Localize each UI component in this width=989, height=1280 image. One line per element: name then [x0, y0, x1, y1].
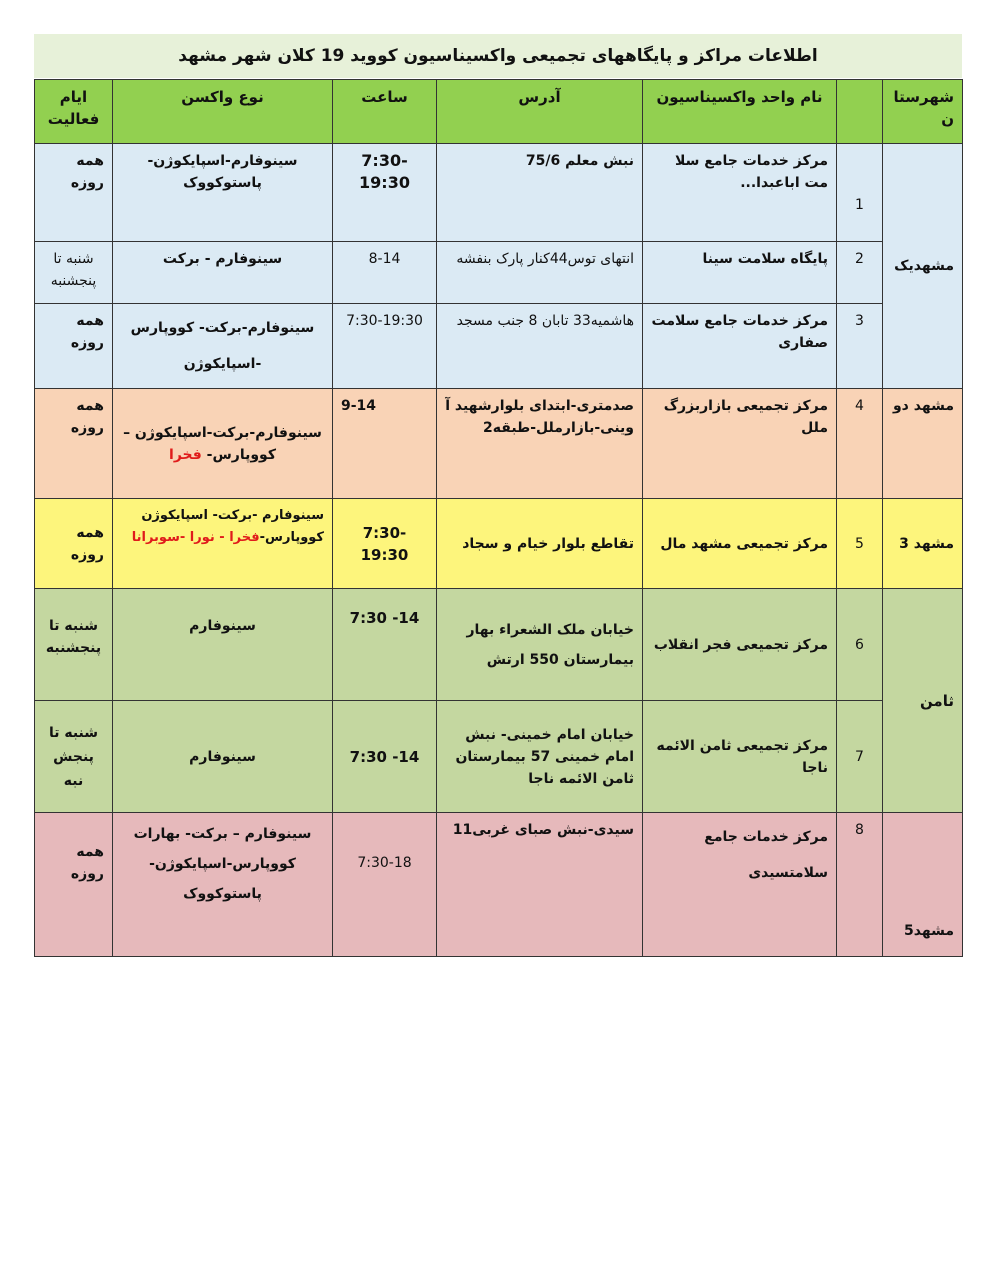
table-row: [35, 499, 963, 589]
city-cell: مشهد دو: [883, 389, 963, 499]
active-days: شنبه تا پنجشنبه: [35, 242, 113, 304]
address: صدمتری-ابتدای بلوارشهید آ وینی-بازارملل-طبقه2: [437, 389, 643, 499]
active-days: شنبه تا پنجش نبه: [35, 701, 113, 813]
center-name: مرکز خدمات جامع سلا مت اباعبدا...: [643, 144, 837, 242]
title-text: اطلاعات مراکز و پایگاههای تجمیعی واکسیناسیون کووید 19 کلان شهر مشهد: [178, 46, 818, 66]
hours: 9-14: [333, 389, 437, 499]
table-row: [35, 813, 963, 957]
address: انتهای توس44کنار پارک بنفشه: [437, 242, 643, 304]
center-name: مرکز خدمات جامع سلامت صفاری: [643, 304, 837, 389]
header-hours: ساعت: [333, 80, 437, 144]
header-center-name: نام واحد واکسیناسیون: [643, 80, 837, 144]
row-number: 4: [837, 389, 883, 499]
hours: 8-14: [333, 242, 437, 304]
active-days: همه روزه: [35, 813, 113, 957]
address: خیابان ملک الشعراء بهار بیمارستان 550 ارتش: [437, 589, 643, 701]
row-number: 2: [837, 242, 883, 304]
city-cell: ثامن: [883, 589, 963, 813]
hours: 7:30-18: [333, 813, 437, 957]
active-days: همه روزه: [35, 144, 113, 242]
active-days: همه روزه: [35, 304, 113, 389]
city-cell: مشهدیک: [883, 144, 963, 389]
active-days: شنبه تا پنجشنبه: [35, 589, 113, 701]
city-cell: مشهد5: [883, 813, 963, 957]
center-name: پایگاه سلامت سینا: [643, 242, 837, 304]
table-row: [35, 701, 963, 813]
hours: 7:30-19:30: [333, 499, 437, 589]
address: نبش معلم 75/6: [437, 144, 643, 242]
address: تقاطع بلوار خیام و سجاد: [437, 499, 643, 589]
center-name: مرکز تجمیعی بازاربزرگ ملل: [643, 389, 837, 499]
address: سیدی-نبش صبای غربی11: [437, 813, 643, 957]
table-row: [35, 389, 963, 499]
header-city: شهرستا ن: [883, 80, 963, 144]
header-days: ایام فعالیت: [35, 80, 113, 144]
hours: 7:30 -14: [333, 701, 437, 813]
address: هاشمیه33 تابان 8 جنب مسجد: [437, 304, 643, 389]
hours: 7:30 -14: [333, 589, 437, 701]
active-days: همه روزه: [35, 499, 113, 589]
address: خیابان امام خمینی- نبش امام خمینی 57 بیمارستان ثامن الائمه ناجا: [437, 701, 643, 813]
center-name: مرکز تجمیعی ثامن الائمه ناجا: [643, 701, 837, 813]
row-number: 8: [837, 813, 883, 957]
vaccine-type: سینوفارم-اسپایکوژن- پاستوکووک: [113, 144, 333, 242]
table-row: [35, 242, 963, 304]
center-name: مرکز تجمیعی فجر انقلاب: [643, 589, 837, 701]
row-number: 7: [837, 701, 883, 813]
row-number: 1: [837, 144, 883, 242]
header-address: آدرس: [437, 80, 643, 144]
vaccine-type: سینوفارم-برکت-اسپایکوژن – کووپارس- فخرا: [113, 389, 333, 499]
row-number: 3: [837, 304, 883, 389]
vaccine-type: سینوفارم-برکت- کووپارس -اسپایکوژن: [113, 304, 333, 389]
page-title: [34, 34, 962, 78]
header-num: [837, 80, 883, 144]
vaccine-type: سینوفارم - برکت: [113, 242, 333, 304]
vaccine-type: سینوفارم – برکت- بهارات کووپارس-اسپایکوژن- پاستوکووک: [113, 813, 333, 957]
table-row: [35, 589, 963, 701]
vaccination-centers-table: [34, 79, 963, 957]
center-name: مرکز تجمیعی مشهد مال: [643, 499, 837, 589]
header-vaccine: نوع واکسن: [113, 80, 333, 144]
active-days: همه روزه: [35, 389, 113, 499]
city-cell: مشهد 3: [883, 499, 963, 589]
table-row: [35, 304, 963, 389]
vaccine-type: سینوفارم: [113, 589, 333, 701]
vaccine-type: سینوفارم -برکت- اسپایکوژن کووپارس-فخرا - نورا -سوبرانا: [113, 499, 333, 589]
table-row: [35, 144, 963, 242]
header-row: [35, 80, 963, 144]
row-number: 5: [837, 499, 883, 589]
row-number: 6: [837, 589, 883, 701]
vaccine-type: سینوفارم: [113, 701, 333, 813]
hours: 7:30- 19:30: [333, 144, 437, 242]
center-name: مرکز خدمات جامع سلامتسیدی: [643, 813, 837, 957]
hours: 7:30-19:30: [333, 304, 437, 389]
